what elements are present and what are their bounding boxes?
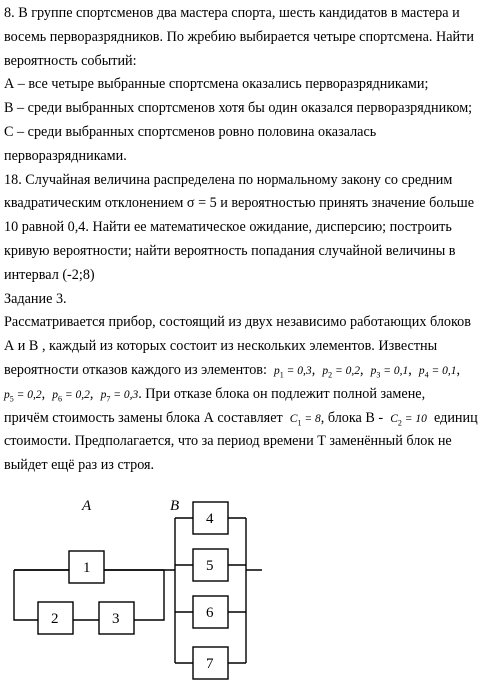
block-a-label: A (82, 498, 92, 514)
formula-p7: $p_7 = 0,3$ (100, 388, 139, 404)
element-1-label: 1 (83, 560, 91, 576)
task3-line5-a: причём стоимость замены блока А составляет (4, 409, 283, 426)
reliability-diagram (0, 488, 485, 693)
element-7-label: 7 (206, 656, 214, 672)
formula-p4: $p_4 = 0,1$ (418, 364, 457, 380)
task3-line7: выйдет ещё раз из строя. (4, 457, 155, 474)
task3-line4: $p_5 = 0,2$, $p_6 = 0,2$, $p_7 = 0,3$. При отказе блока он подлежит полной замене, (4, 385, 426, 404)
task3-line6: стоимости. Предполагается, что за период времени Т заменённый блок не (4, 433, 452, 450)
task3-line5 (4, 407, 482, 431)
problem18-line3: 10 равной 0,4. Найти ее математическое ожидание, дисперсию; построить (4, 219, 452, 236)
problem18-line4: кривую вероятности; найти вероятность попадания случайной величины в (4, 242, 456, 259)
problem8-line3: вероятность событий: (4, 52, 137, 69)
element-5-label: 5 (206, 558, 214, 574)
task3-line2: А и В , каждый из которых состоит из нескольких элементов. Известны (4, 338, 438, 355)
problem18-line2: квадратическим отклонением σ = 5 и вероятностью принять значение больше (4, 195, 475, 212)
task3-line4-tail: . При отказе блока он подлежит полной замене, (138, 385, 426, 402)
event-c-line1: С – среди выбранных спортсменов ровно половина оказалась (4, 123, 377, 140)
formula-p1: $p_1 = 0,3$ (274, 364, 312, 380)
formula-c1: $C_1 = 8$ (289, 412, 321, 427)
event-a: А – все четыре выбранные спортсмена оказались перворазрядниками; (4, 76, 429, 93)
formula-p5: $p_5 = 0,2$ (4, 388, 42, 404)
formula-p3: $p_3 = 0,1$ (370, 364, 409, 380)
element-6-label: 6 (206, 605, 214, 621)
task3-line3: вероятности отказов каждого из элементов: $p_1 = 0,3$, $p_2 = 0,2$, $p_3 = 0,1$, $p_4 = 0,1$, (4, 361, 461, 380)
element-2-label: 2 (51, 611, 59, 627)
formula-c2: $C_2 = 10$ (390, 412, 427, 427)
task3-heading: Задание 3. (4, 290, 67, 307)
document-text (4, 2, 482, 478)
problem8-line1: 8. В группе спортсменов два мастера спорта, шесть кандидатов в мастера и (4, 5, 460, 21)
problem8-line2: восемь перворазрядников. По жребию выбирается четыре спортсмена. Найти (4, 28, 474, 45)
problem18-line1: 18. Случайная величина распределена по нормальному закону со средним (4, 171, 453, 188)
formula-p2: $p_2 = 0,2$ (322, 364, 360, 380)
task3-line3-text: вероятности отказов каждого из элементов: (4, 361, 267, 378)
block-b-label: B (170, 498, 180, 514)
event-c-line2: перворазрядниками. (4, 147, 127, 164)
task3-line1: Рассматривается прибор, состоящий из двух независимо работающих блоков (4, 314, 471, 331)
task3-line5-c: единиц (434, 409, 478, 426)
task3-line5-b: , блока В - (320, 409, 384, 426)
element-3-label: 3 (112, 611, 120, 627)
block-b-wires (175, 518, 262, 663)
formula-p6: $p_6 = 0,2$ (52, 388, 90, 404)
problem18-line5: интервал (-2;8) (4, 266, 95, 283)
event-b: В – среди выбранных спортсменов хотя бы один оказался перворазрядником; (4, 100, 473, 117)
element-4-label: 4 (206, 511, 214, 527)
